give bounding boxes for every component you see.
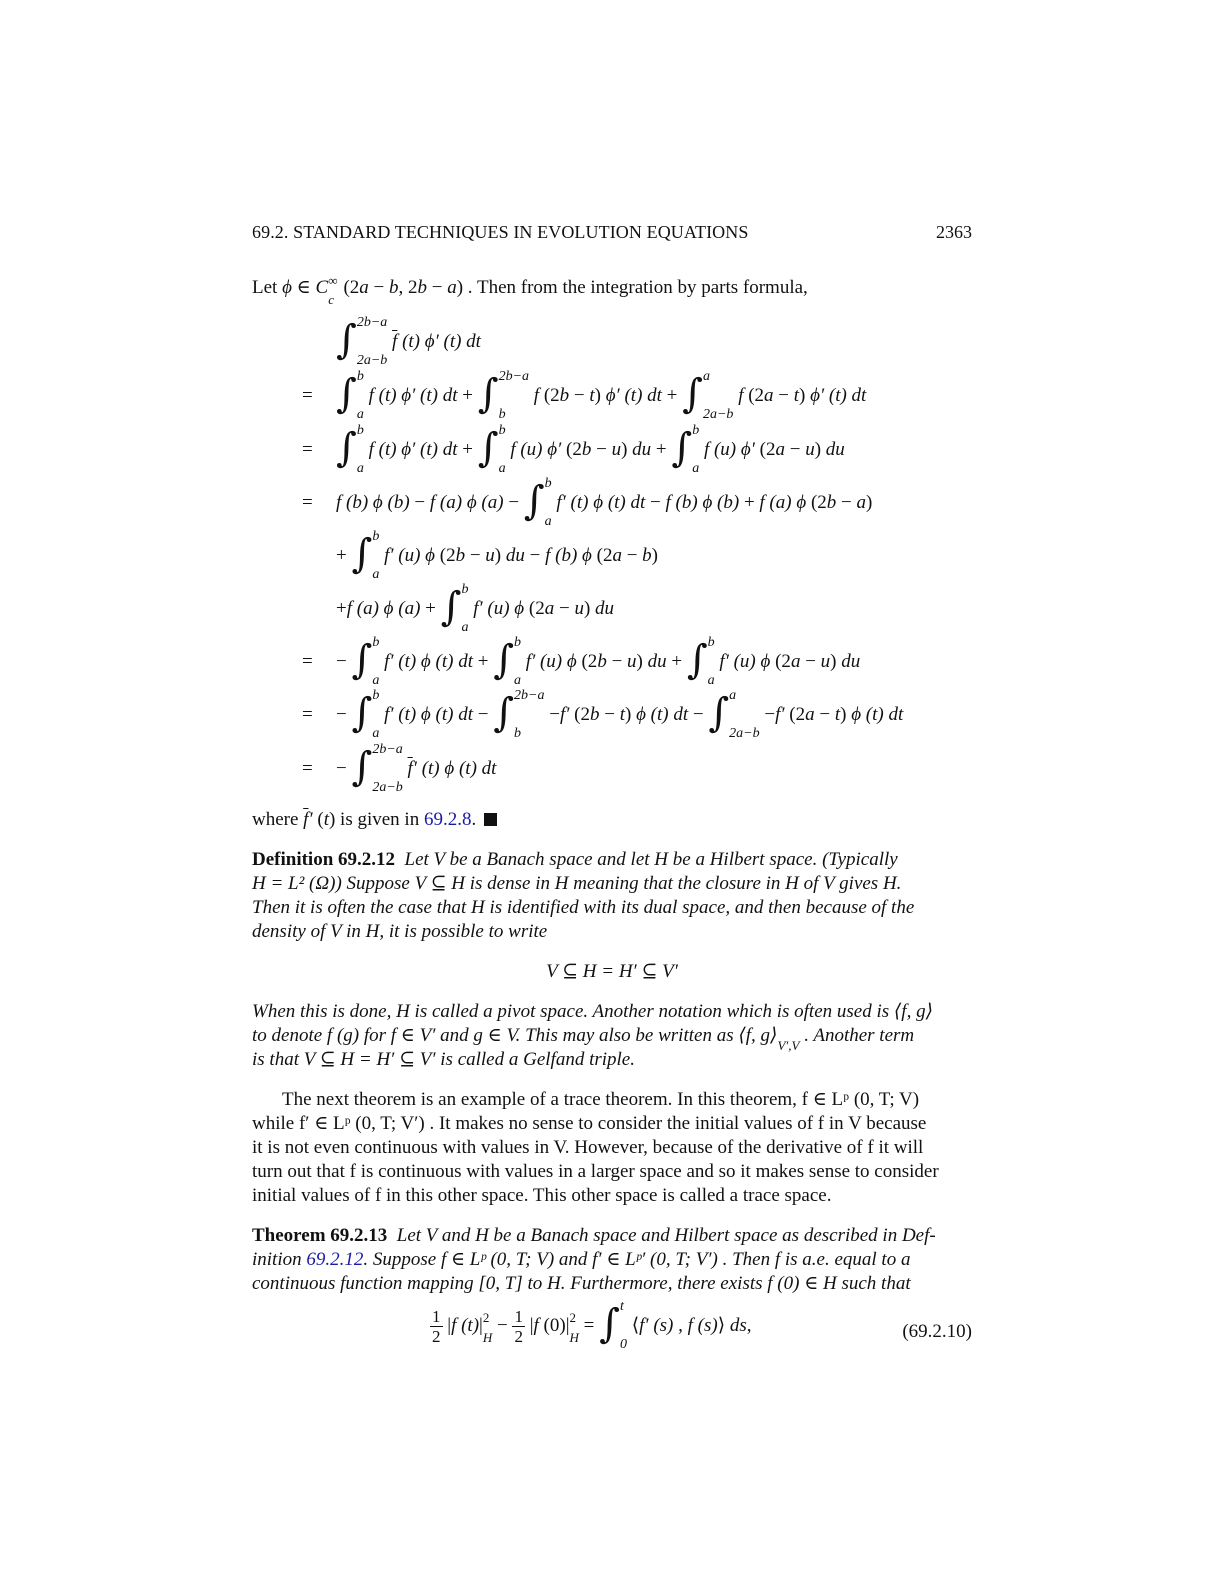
- theorem-line-3: continuous function mapping [0, T] to H. Furthermore, there exists f (0) ∈ H such that: [252, 1273, 911, 1294]
- running-title: 69.2. STANDARD TECHNIQUES IN EVOLUTION EQUATIONS: [252, 222, 749, 242]
- qed-square-icon: [484, 813, 497, 826]
- theorem-line-2-pre: inition: [252, 1249, 302, 1270]
- where-text: where: [252, 809, 299, 830]
- equation-line-1: ∫ b a f (t) ϕ′ (t) dt + ∫ 2b−a b f (2b − t) ϕ′ (t) dt + ∫ a 2a−b f (2a − t) ϕ′ (t) dt: [336, 368, 867, 422]
- equation-line-8: − ∫ 2b−a 2a−b $\overline{f}'$ (t) ϕ (t) dt: [336, 741, 497, 795]
- paragraph-line-4: turn out that f is continuous with values in a larger space and so it makes sense to consider: [252, 1161, 939, 1182]
- theorem-line-1: [252, 1224, 972, 1248]
- equals-sign: =: [302, 492, 313, 513]
- paragraph-line-5: initial values of f in this other space. This other space is called a trace space.: [252, 1185, 832, 1206]
- ref-link-69-2-8[interactable]: 69.2.8: [423, 809, 472, 830]
- definition-text-1: Let V be a Banach space and let H be a Hilbert space. (Typically: [404, 849, 898, 870]
- paragraph-line-1: The next theorem is an example of a trace theorem. In this theorem, f ∈ Lᵖ (0, T; V): [282, 1089, 920, 1110]
- trace-equation: $\frac{1}{2}$ |f (t)| 2 $_H$ − $\frac{1}{2}$ |f (0)| 2 $_H$ = ∫ t 0 ⟨f′ (s) , f (s)⟩ ds,: [432, 1298, 752, 1352]
- equals-sign: =: [302, 758, 313, 779]
- equation-line-2: ∫ b a f (t) ϕ′ (t) dt + ∫ b a f (u) ϕ′ (2b − u) du + ∫ b a f (u) ϕ′ (2a − u) du: [336, 422, 845, 476]
- definition-after-1: When this is done, H is called a pivot space. Another notation which is often used is ⟨f, g⟩: [252, 1001, 933, 1022]
- equation-line-4: + ∫ b a f′ (u) ϕ (2b − u) du − f (b) ϕ (2a − b): [336, 528, 658, 582]
- definition-after-2: to denote f (g) for f ∈ V′ and g ∈ V. This may also be written as ⟨f, $g⟩_{V',V}$ . Another term: [252, 1025, 915, 1053]
- equals-sign: =: [302, 651, 313, 672]
- page-number: 2363: [936, 222, 972, 242]
- equation-line-5: +f (a) ϕ (a) + ∫ b a f′ (u) ϕ (2a − u) du: [336, 581, 615, 635]
- paragraph-line-3: it is not even continuous with values in V. However, because of the derivative of f it will: [252, 1137, 924, 1158]
- definition-after-2-text: to denote f (g) for f ∈ V′ and g ∈ V. This may also be written as ⟨f, g⟩: [252, 1025, 778, 1046]
- theorem-line-2: [252, 1248, 972, 1272]
- equation-line-0: ∫ 2b−a 2a−b $\overline{f}$ (t) ϕ′ (t) dt: [336, 314, 481, 368]
- paragraph-line-2: while f′ ∈ Lᵖ (0, T; V′) . It makes no sense to consider the initial values of f in V because: [252, 1113, 927, 1134]
- definition-line-3: Then it is often the case that H is identified with its dual space, and then because of the: [252, 897, 915, 918]
- equals-sign: =: [302, 439, 313, 460]
- equation-line-6: − ∫ b a f′ (t) ϕ (t) dt + ∫ b a f′ (u) ϕ (2b − u) du + ∫ b a f′ (u) ϕ (2a − u) du: [336, 634, 861, 688]
- intro-line: Let ϕ ∈ C ∞ $_c$ (2a − b, 2b − a) . Then from the integration by parts formula,: [252, 273, 808, 307]
- definition-line-4: density of V in H, it is possible to write: [252, 921, 548, 942]
- equation-line-3: f (b) ϕ (b) − f (a) ϕ (a) − ∫ b a f′ (t) ϕ (t) dt − f (b) ϕ (b) + f (a) ϕ (2b − a): [336, 475, 873, 529]
- equation-line-7: − ∫ b a f′ (t) ϕ (t) dt − ∫ 2b−a b −f′ (2b − t) ϕ (t) dt − ∫ a 2a−b −f′ (2a − t) ϕ (t) dt: [336, 687, 904, 741]
- ref-link-69-2-12[interactable]: 69.2.12: [306, 1249, 364, 1270]
- theorem-label: Theorem 69.2.13: [252, 1225, 388, 1246]
- equation-number: (69.2.10): [902, 1321, 972, 1342]
- definition-label: Definition 69.2.12: [252, 849, 396, 870]
- where-line: where $\overline{f}'$ (t) is given in 69.2.8.: [252, 808, 972, 832]
- theorem-text-1: Let V and H be a Banach space and Hilbert space as described in Def-: [396, 1225, 936, 1246]
- definition-line-1: [252, 848, 972, 872]
- equals-sign: =: [302, 704, 313, 725]
- gelfand-display: V ⊆ H = H′ ⊆ V′: [546, 961, 678, 982]
- page-header: [252, 220, 972, 246]
- definition-line-2: H = L² (Ω)) Suppose V ⊆ H is dense in H meaning that the closure in H of V gives H.: [252, 873, 902, 894]
- definition-after-3: is that V ⊆ H = H′ ⊆ V′ is called a Gelfand triple.: [252, 1049, 635, 1070]
- theorem-line-2-post: . Suppose f ∈ Lᵖ (0, T; V) and f′ ∈ Lᵖ′ (0, T; V′) . Then f is a.e. equal to a: [363, 1249, 911, 1270]
- equals-sign: =: [302, 385, 313, 406]
